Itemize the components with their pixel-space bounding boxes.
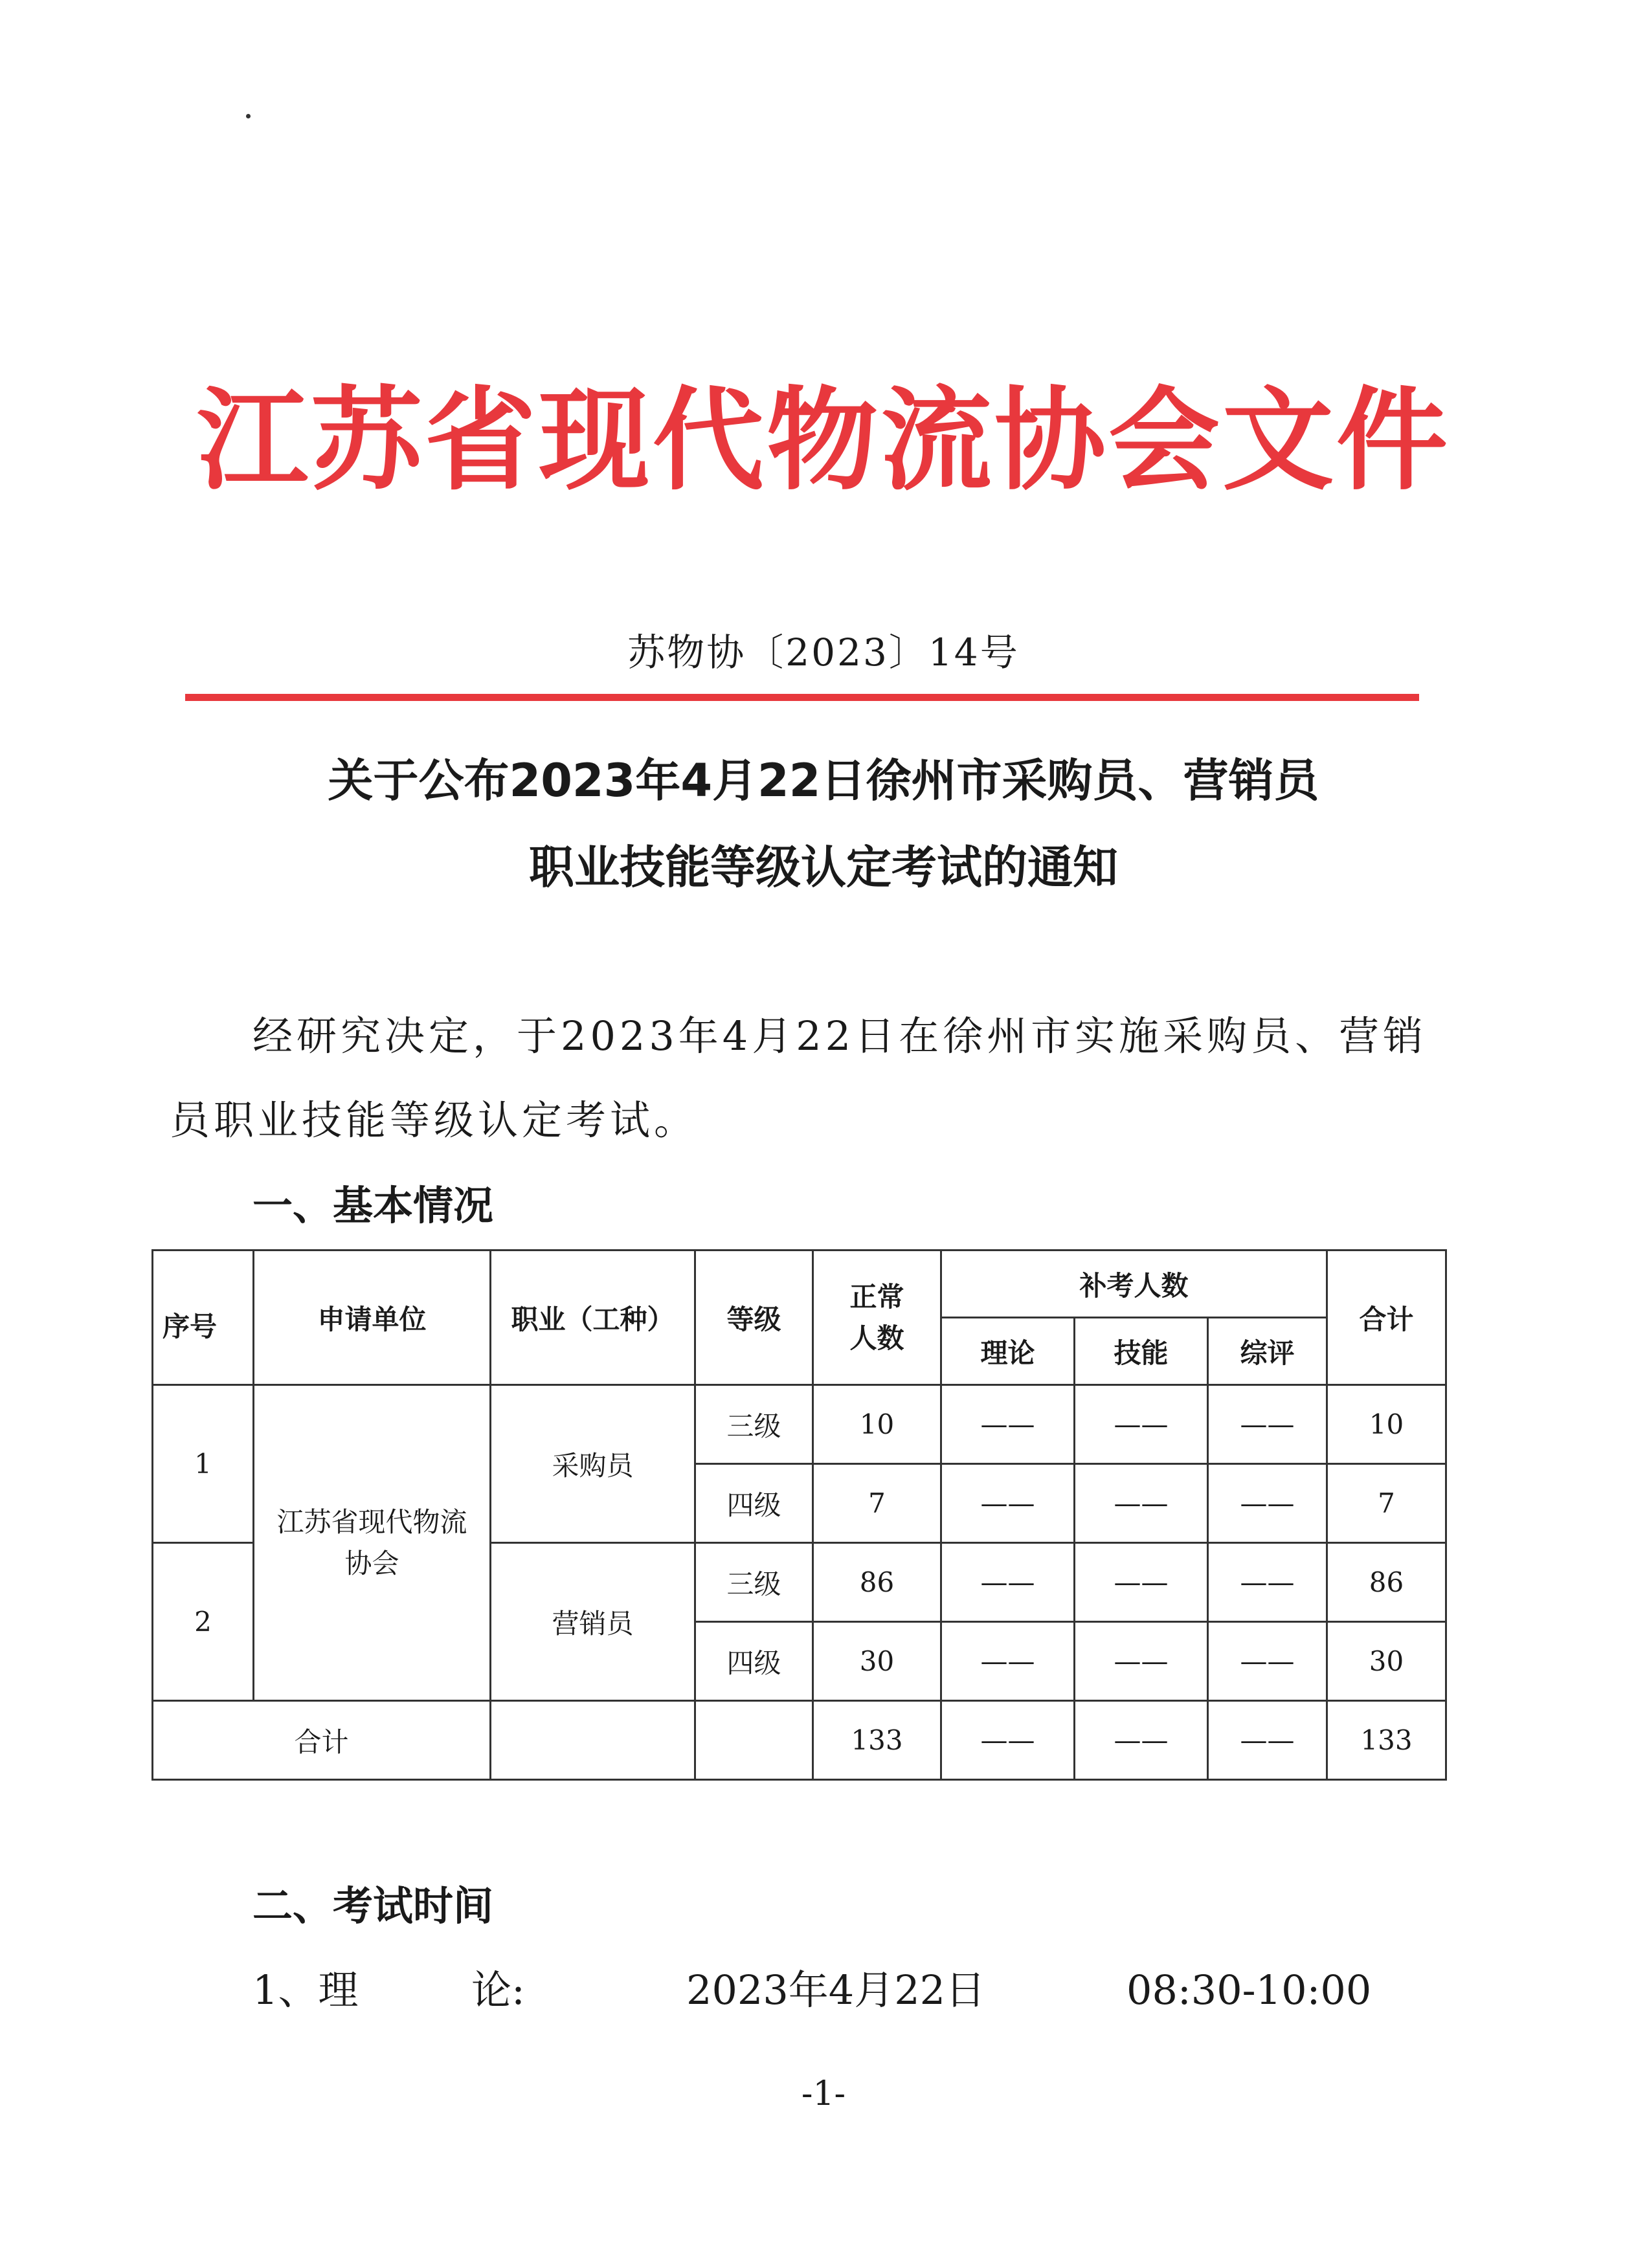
row-no: 2 (153, 1543, 254, 1701)
normal-count-cell: 10 (813, 1385, 941, 1464)
job-cell: 采购员 (491, 1385, 695, 1543)
skill-cell: —— (1075, 1622, 1208, 1701)
total-cell: 7 (1327, 1464, 1446, 1543)
normal-count-cell: 86 (813, 1543, 941, 1622)
theory-cell: —— (941, 1543, 1075, 1622)
theory-cell: —— (941, 1622, 1075, 1701)
col-header-theory: 理论 (941, 1318, 1075, 1385)
review-cell: —— (1208, 1622, 1327, 1701)
section-heading-basic-info: 一、基本情况 (252, 1182, 494, 1229)
schedule-item-label-suffix: 论: (471, 1966, 525, 2014)
skill-cell: —— (1075, 1385, 1208, 1464)
notice-title-line-1: 关于公布2023年4月22日徐州市采购员、营销员 (328, 754, 1319, 807)
skill-cell: —— (1075, 1464, 1208, 1543)
total-cell: 10 (1327, 1385, 1446, 1464)
org-document-title: 江苏省现代物流协会文件 (197, 374, 1450, 506)
theory-cell: —— (941, 1385, 1075, 1464)
sum-label-cell: 合计 (153, 1701, 491, 1780)
unit-name-cell: 江苏省现代物流协会 (254, 1385, 491, 1701)
level-cell: 四级 (695, 1622, 813, 1701)
col-header-no: 序号 (153, 1251, 254, 1385)
level-cell: 三级 (695, 1543, 813, 1622)
schedule-item-date: 2023年4月22日 (686, 1966, 986, 2014)
sum-theory-cell: —— (941, 1701, 1075, 1780)
level-cell: 三级 (695, 1385, 813, 1464)
sum-review-cell: —— (1208, 1701, 1327, 1780)
review-cell: —— (1208, 1385, 1327, 1464)
schedule-item-label: 1、理 (252, 1966, 359, 2014)
total-cell: 86 (1327, 1543, 1446, 1622)
theory-cell: —— (941, 1464, 1075, 1543)
normal-count-cell: 7 (813, 1464, 941, 1543)
basic-info-table (151, 1249, 1447, 1781)
sum-level-cell (695, 1701, 813, 1780)
col-header-job: 职业（工种） (491, 1251, 695, 1385)
skill-cell: —— (1075, 1543, 1208, 1622)
document-number: 苏物协〔2023〕14号 (627, 630, 1020, 674)
red-divider-line (185, 694, 1419, 701)
col-header-skill: 技能 (1075, 1318, 1208, 1385)
schedule-item-time: 08:30-10:00 (1126, 1966, 1372, 2014)
col-header-makeup: 补考人数 (941, 1251, 1327, 1318)
normal-count-cell: 30 (813, 1622, 941, 1701)
page-number: -1- (801, 2074, 846, 2113)
col-header-total: 合计 (1327, 1251, 1446, 1385)
sum-job-cell (491, 1701, 695, 1780)
scan-speck (246, 114, 251, 118)
review-cell: —— (1208, 1464, 1327, 1543)
sum-normal-cell: 133 (813, 1701, 941, 1780)
total-cell: 30 (1327, 1622, 1446, 1701)
job-cell: 营销员 (491, 1543, 695, 1701)
col-header-normal: 正常人数 (813, 1251, 941, 1385)
sum-skill-cell: —— (1075, 1701, 1208, 1780)
col-header-unit: 申请单位 (254, 1251, 491, 1385)
row-no: 1 (153, 1385, 254, 1543)
col-header-review: 综评 (1208, 1318, 1327, 1385)
notice-title-line-2: 职业技能等级认定考试的通知 (529, 841, 1118, 894)
sum-total-cell: 133 (1327, 1701, 1446, 1780)
section-heading-exam-time: 二、考试时间 (252, 1882, 494, 1929)
level-cell: 四级 (695, 1464, 813, 1543)
body-paragraph-line-1: 经研究决定，于2023年4月22日在徐州市实施采购员、营销 (252, 1012, 1428, 1060)
review-cell: —— (1208, 1543, 1327, 1622)
body-paragraph-line-2: 员职业技能等级认定考试。 (170, 1096, 699, 1144)
col-header-level: 等级 (695, 1251, 813, 1385)
